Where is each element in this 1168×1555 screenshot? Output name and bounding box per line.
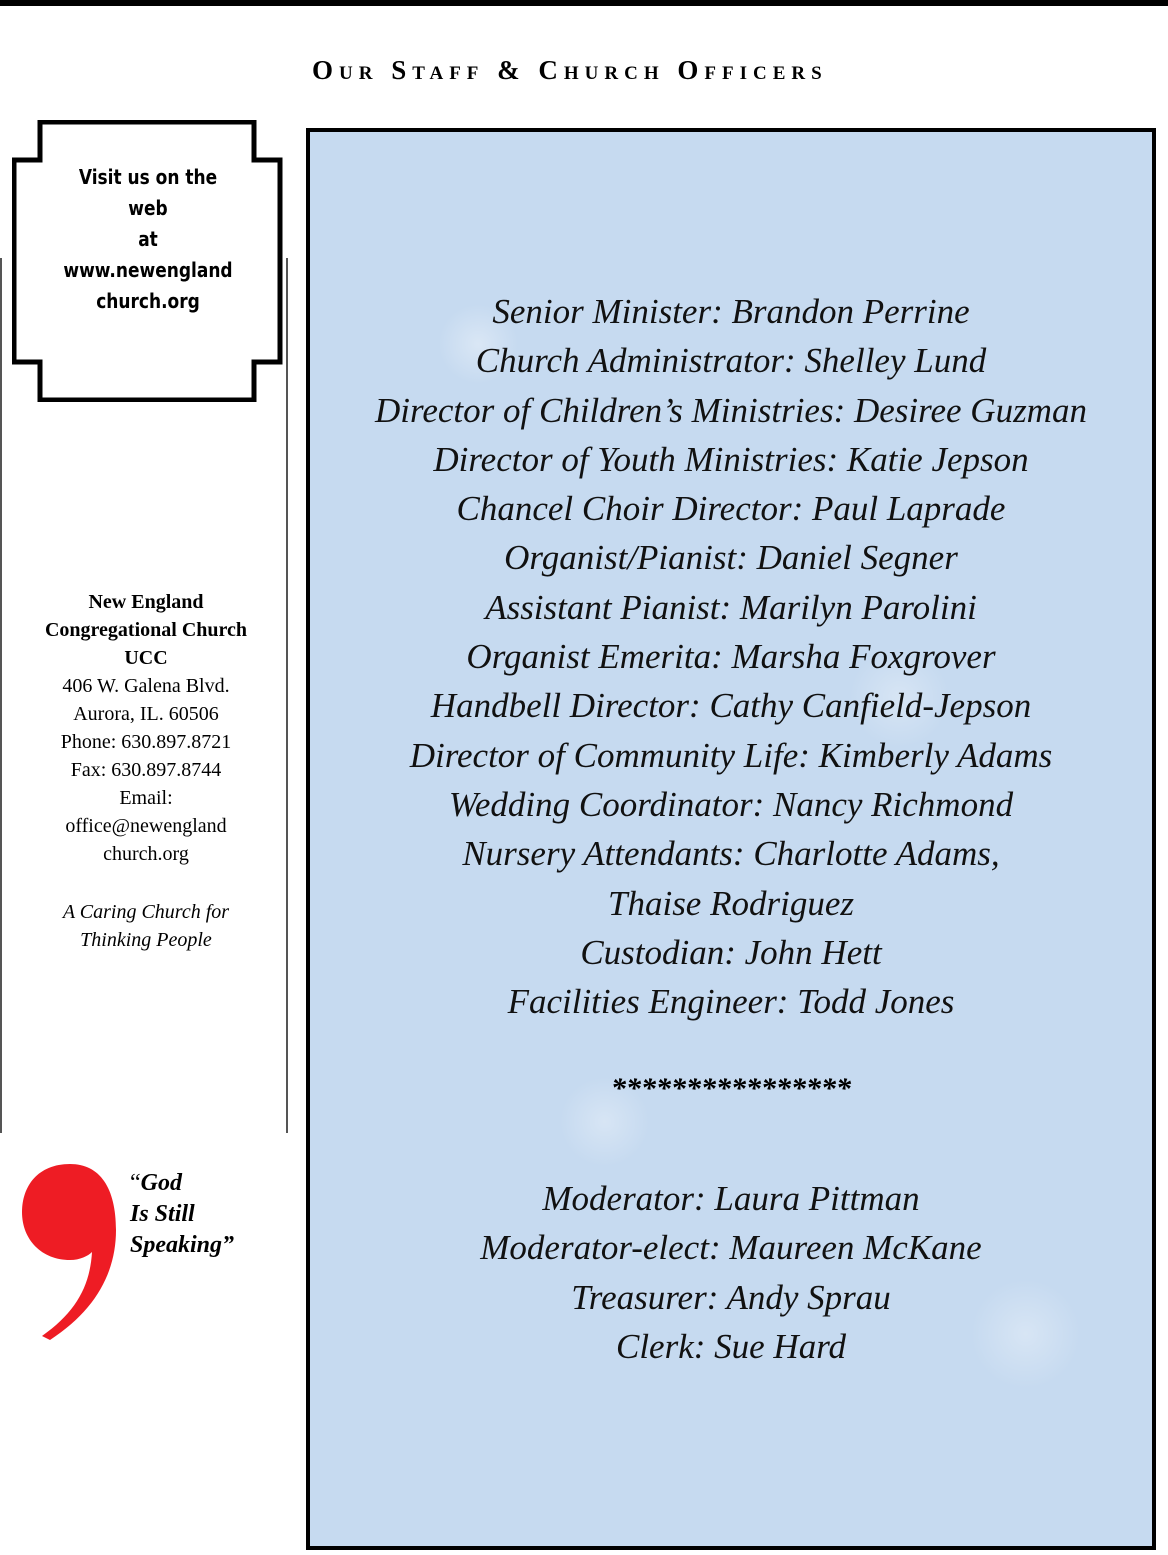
motto [8, 898, 284, 954]
contact-block [8, 588, 284, 868]
staff-entry: Assistant Pianist: Marilyn Parolini [485, 587, 977, 627]
website-callout [12, 120, 284, 402]
fax: Fax: 630.897.8744 [70, 759, 222, 781]
staff-entry: Wedding Coordinator: Nancy Richmond [448, 784, 1014, 824]
quote-line: God [140, 1170, 182, 1196]
top-rule [0, 0, 1168, 6]
website-line: at [138, 227, 158, 251]
email-link[interactable]: church.org [103, 843, 189, 865]
staff-entry: Facilities Engineer: Todd Jones [507, 982, 955, 1022]
staff-entry: Organist Emerita: Marsha Foxgrover [466, 637, 996, 677]
quote-line: Is Still [130, 1201, 195, 1227]
staff-entry: Custodian: John Hett [580, 932, 882, 972]
open-quote: “ [130, 1170, 141, 1196]
staff-list [310, 287, 1152, 1026]
staff-entry: Director of Children’s Ministries: Desiree Guzman [375, 390, 1087, 430]
church-name: Congregational Church [44, 619, 248, 641]
staff-panel [306, 128, 1156, 1550]
staff-entry: Church Administrator: Shelley Lund [475, 341, 987, 381]
staff-entry: Senior Minister: Brandon Perrine [492, 292, 970, 331]
staff-entry: Director of Community Life: Kimberly Adams [409, 735, 1053, 775]
officer-entry: Clerk: Sue Hard [615, 1326, 847, 1366]
email-label: Email: [119, 787, 173, 809]
church-name: UCC [124, 647, 168, 669]
staff-entry: Chancel Choir Director: Paul Laprade [456, 489, 1006, 529]
staff-entry: Handbell Director: Cathy Canfield-Jepson [430, 686, 1032, 726]
website-callout-text [51, 162, 245, 317]
tagline-quote [130, 1168, 234, 1261]
officer-entry: Moderator-elect: Maureen McKane [480, 1228, 982, 1268]
staff-entry: Nursery Attendants: Charlotte Adams, [462, 834, 1000, 874]
staff-entry: Director of Youth Ministries: Katie Jepson [433, 439, 1029, 479]
staff-entry: Thaise Rodriguez [608, 883, 854, 923]
address-line: 406 W. Galena Blvd. [62, 675, 230, 697]
motto-line: A Caring Church for [62, 901, 230, 923]
quote-line: Speaking” [130, 1232, 235, 1258]
phone: Phone: 630.897.8721 [60, 731, 232, 753]
staff-entry: Organist/Pianist: Daniel Segner [504, 538, 958, 578]
website-url-line[interactable]: church.org [96, 289, 200, 313]
address-line: Aurora, IL. 60506 [73, 703, 219, 725]
motto-line: Thinking People [80, 929, 212, 951]
church-name: New England [88, 591, 204, 613]
officer-entry: Treasurer: Andy Sprau [571, 1277, 891, 1317]
website-line: Visit us on the [78, 165, 218, 189]
sidebar-divider-left [0, 258, 2, 1133]
separator: **************** [611, 1072, 851, 1105]
officers-list [310, 1174, 1152, 1371]
sidebar-divider [286, 258, 288, 1133]
ucc-comma-icon [18, 1160, 118, 1340]
email-link[interactable]: office@newengland [65, 815, 227, 837]
website-line: web [128, 196, 168, 220]
page-title: Our Staff & Church Officers [312, 55, 828, 85]
website-url-line[interactable]: www.newengland [63, 258, 233, 282]
officer-entry: Moderator: Laura Pittman [542, 1179, 920, 1218]
